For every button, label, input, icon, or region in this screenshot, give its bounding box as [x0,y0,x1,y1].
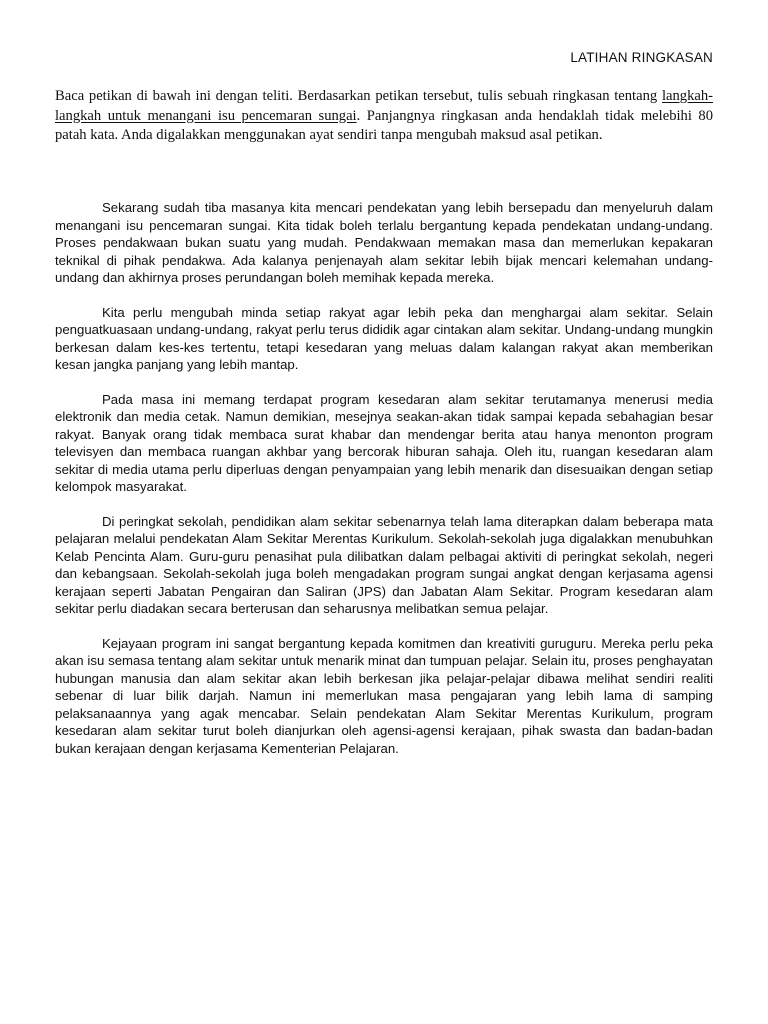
passage-paragraph-3: Pada masa ini memang terdapat program kesedaran alam sekitar terutamanya menerusi media elektronik dan media cetak. Namun demikian, mesejnya seakan-akan tidak sampai kepada sebahagian besar rakyat. Banyak orang tidak membaca surat khabar dan mendengar berita atau hanya menonton program televisyen dan membaca ruangan akhbar yang bercorak hiburan sahaja. Oleh itu, ruangan kesedaran alam sekitar di media utama perlu diperluas dengan penyampaian yang lebih menarik dan disesuaikan dengan setiap kelompok masyarakat. [55,391,713,494]
instruction-text [55,87,713,146]
passage-paragraph-2: Kita perlu mengubah minda setiap rakyat agar lebih peka dan menghargai alam sekitar. Selain penguatkuasaan undang-undang, rakyat perlu terus dididik agar cintakan alam sekitar. Undang-undang mungkin berkesan dalam kes-kes tertentu, tetapi kesedaran yang meluas dalam kalangan rakyat akan memberikan kesan jangka panjang yang lebih mantap. [55,304,713,372]
passage-paragraph-4: Di peringkat sekolah, pendidikan alam sekitar sebenarnya telah lama diterapkan dalam beberapa mata pelajaran melalui pendekatan Alam Sekitar Merentas Kurikulum. Sekolah-sekolah juga digalakkan menubuhkan Kelab Pencinta Alam. Guru-guru penasihat pula dilibatkan dalam pelbagai aktiviti di peringkat sekolah, negeri dan kebangsaan. Sekolah-sekolah juga boleh mengadakan program sungai angkat dengan kerjasama agensi kerajaan seperti Jabatan Pengairan dan Saliran (JPS) dan Jabatan Alam Sekitar. Program kesedaran alam sekitar perlu diadakan secara berterusan dan seharusnya melibatkan semua pelajar. [55,513,713,616]
document-title: LATIHAN RINGKASAN [570,50,713,65]
passage [55,199,713,774]
instruction-text-part-2: . Panjangnya ringkasan anda hendaklah tidak melebihi 80 patah kata. Anda digalakkan menggunakan ayat sendiri tanpa mengubah maksud asal petikan. [55,107,713,143]
passage-paragraph-5: Kejayaan program ini sangat bergantung kepada komitmen dan kreativiti guruguru. Mereka perlu peka akan isu semasa tentang alam sekitar untuk menarik minat dan tumpuan pelajar. Selain itu, proses penghayatan hubungan manusia dan alam sekitar akan lebih berkesan jika pelajar-pelajar dibawa melihat sendiri realiti sebenar di luar bilik darjah. Namun ini memerlukan masa pengajaran yang lebih lama di samping pelaksanaannya yang agak mencabar. Selain pendekatan Alam Sekitar Merentas Kurikulum, program kesedaran alam sekitar turut boleh dianjurkan oleh agensi-agensi kerajaan, pihak swasta dan badan-badan bukan kerajaan dengan kerjasama Kementerian Pelajaran. [55,635,713,756]
instruction-underlined-topic: langkah-langkah untuk menangani isu pencemaran sungai [55,88,713,124]
passage-paragraph-1: Sekarang sudah tiba masanya kita mencari pendekatan yang lebih bersepadu dan menyeluruh dalam menangani isu pencemaran sungai. Kita tidak boleh terlalu bergantung kepada pendekatan undang-undang. Proses pendakwaan bukan suatu yang mudah. Pendakwaan memakan masa dan memerlukan kepakaran teknikal di pihak pendakwa. Ada kalanya penjenayah alam sekitar lebih bijak mencari kelemahan undang-undang dan akhirnya proses perundangan boleh memihak kepada mereka. [55,200,713,285]
instruction-text-part-1: Baca petikan di bawah ini dengan teliti. Berdasarkan petikan tersebut, tulis sebuah ringkasan tentang [55,88,662,104]
